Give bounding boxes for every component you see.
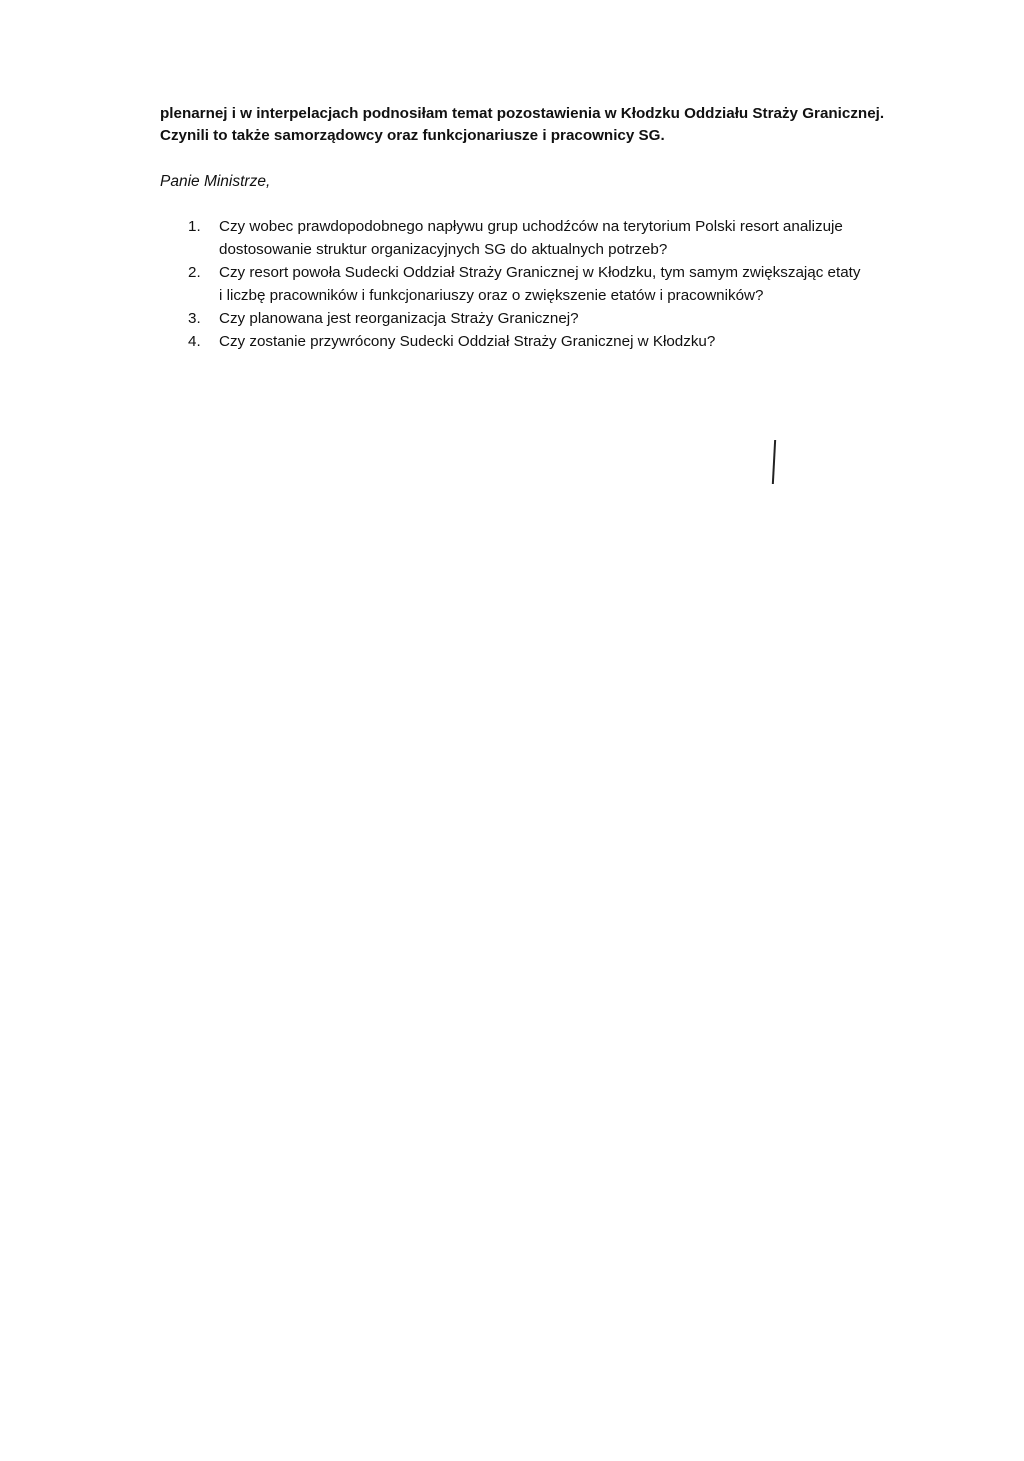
list-item	[160, 330, 950, 353]
list-item-number: 2.	[188, 264, 201, 281]
list-item-number: 4.	[188, 333, 201, 350]
list-item-text-line: Czy resort powoła Sudecki Oddział Straży Granicznej w Kłodzku, tym samym zwiększając etaty	[219, 264, 861, 281]
salutation: Panie Ministrze,	[160, 173, 271, 190]
list-item	[160, 307, 950, 330]
intro-line-1: plenarnej i w interpelacjach podnosiłam temat pozostawienia w Kłodzku Oddziału Straży Granicznej.	[160, 105, 885, 122]
list-item-text-line: dostosowanie struktur organizacyjnych SG do aktualnych potrzeb?	[219, 241, 668, 258]
list-item	[160, 261, 950, 307]
list-item-number: 1.	[188, 218, 201, 235]
pen-stroke-mark	[772, 440, 776, 484]
intro-paragraph	[160, 103, 950, 147]
list-item	[160, 215, 950, 261]
list-item-text-line: Czy zostanie przywrócony Sudecki Oddział Straży Granicznej w Kłodzku?	[219, 333, 716, 350]
list-item-number: 3.	[188, 310, 201, 327]
intro-line-2: Czynili to także samorządowcy oraz funkcjonariusze i pracownicy SG.	[160, 127, 665, 144]
list-item-text-line: Czy wobec prawdopodobnego napływu grup uchodźców na terytorium Polski resort analizuje	[219, 218, 843, 235]
question-list	[160, 215, 950, 353]
list-item-text-line: i liczbę pracowników i funkcjonariuszy oraz o zwiększenie etatów i pracowników?	[219, 287, 764, 304]
list-item-text-line: Czy planowana jest reorganizacja Straży Granicznej?	[219, 310, 579, 327]
